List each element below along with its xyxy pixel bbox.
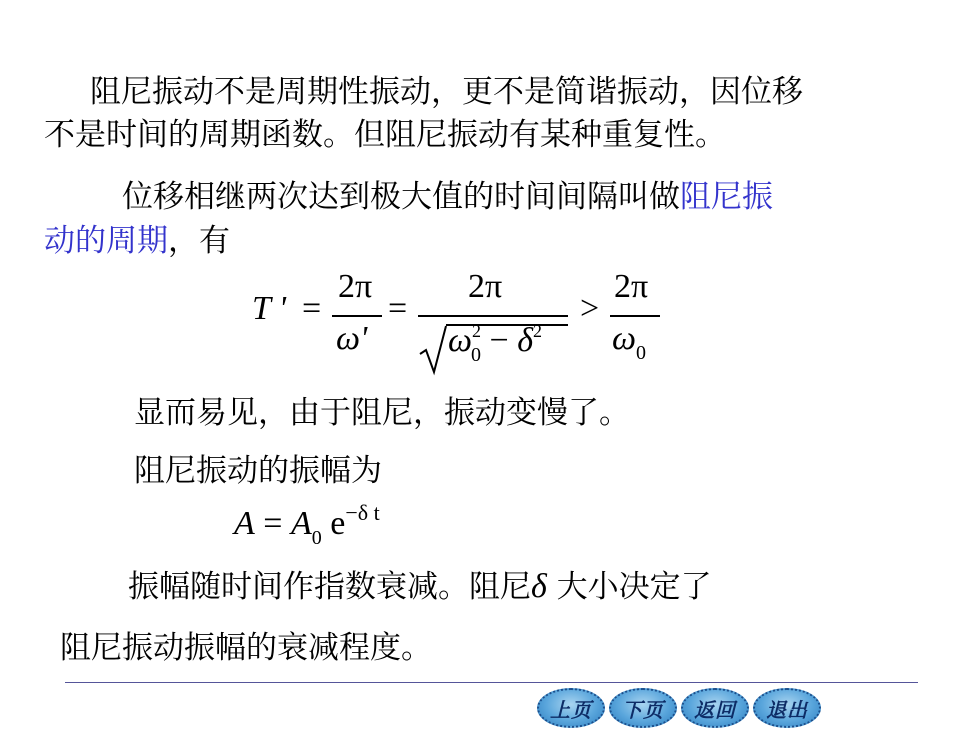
- fraction-2-denominator: [448, 321, 543, 366]
- damped-period-term-cont: 动的周期: [44, 223, 168, 259]
- fraction-2-bar: [418, 315, 568, 317]
- paragraph-4: 阻尼振动的振幅为: [134, 453, 382, 489]
- delta-square: 2: [533, 321, 543, 341]
- paragraph-5-tail: 大小决定了: [546, 569, 712, 605]
- paragraph-2-tail: ，有: [168, 223, 230, 259]
- exit-button[interactable]: 退出: [753, 688, 821, 728]
- paragraph-2-line-2: [44, 221, 230, 261]
- fraction-3-numerator: 2π: [614, 268, 649, 305]
- paragraph-1-line-2: 不是时间的周期函数。但阻尼振动有某种重复性。: [44, 117, 726, 153]
- sqrt-sign-icon: [418, 324, 448, 376]
- fraction-3-denominator: [612, 320, 647, 364]
- footer-divider: [65, 682, 918, 683]
- formula-equals-2: =: [388, 290, 408, 327]
- fraction-2: [418, 268, 568, 378]
- formula-lhs: T ': [252, 290, 287, 327]
- exp-exponent: −δ t: [345, 500, 380, 525]
- paragraph-3: 显而易见，由于阻尼，振动变慢了。: [134, 395, 630, 431]
- omega-square: 2: [472, 321, 482, 341]
- prev-page-button[interactable]: 上页: [537, 688, 605, 728]
- paragraph-1-line-1: 阻尼振动不是周期性振动，更不是简谐振动，因位移: [90, 74, 803, 110]
- formula-equals-1: =: [302, 290, 322, 327]
- back-button[interactable]: 返回: [681, 688, 749, 728]
- amplitude-a0-subscript: 0: [311, 527, 322, 549]
- fraction-3-bar: [610, 315, 660, 317]
- omega-subscript: 0: [471, 344, 482, 366]
- minus-sign: −: [481, 322, 518, 359]
- paragraph-6: 阻尼振动振幅的衰减程度。: [60, 630, 432, 666]
- fraction-1-bar: [332, 315, 382, 317]
- amplitude-equals: =: [254, 505, 291, 542]
- next-page-button[interactable]: 下页: [609, 688, 677, 728]
- omega-symbol: ω: [448, 322, 473, 359]
- omega-0-subscript: 0: [636, 342, 647, 364]
- fraction-1: [332, 268, 382, 368]
- delta-symbol: δ: [517, 322, 534, 359]
- amplitude-a0: A: [290, 505, 312, 542]
- fraction-1-denominator: ω': [336, 320, 368, 357]
- fraction-1-numerator: 2π: [338, 268, 373, 305]
- paragraph-2-text: 位移相继两次达到极大值的时间间隔叫做: [122, 179, 680, 215]
- paragraph-5: [128, 567, 712, 607]
- omega-0-symbol: ω: [612, 320, 637, 357]
- exp-base: e: [321, 505, 346, 542]
- delta-inline: δ: [531, 568, 547, 605]
- navigation-bar: [537, 688, 821, 728]
- amplitude-a: A: [234, 505, 255, 542]
- damped-period-term: 阻尼振: [680, 179, 773, 215]
- paragraph-2-line-1: [122, 177, 773, 217]
- paragraph-5-text: 振幅随时间作指数衰减。阻尼: [128, 569, 531, 605]
- amplitude-formula: [234, 500, 380, 549]
- fraction-3: [610, 268, 660, 368]
- greater-than: >: [580, 290, 600, 327]
- fraction-2-numerator: 2π: [468, 268, 503, 305]
